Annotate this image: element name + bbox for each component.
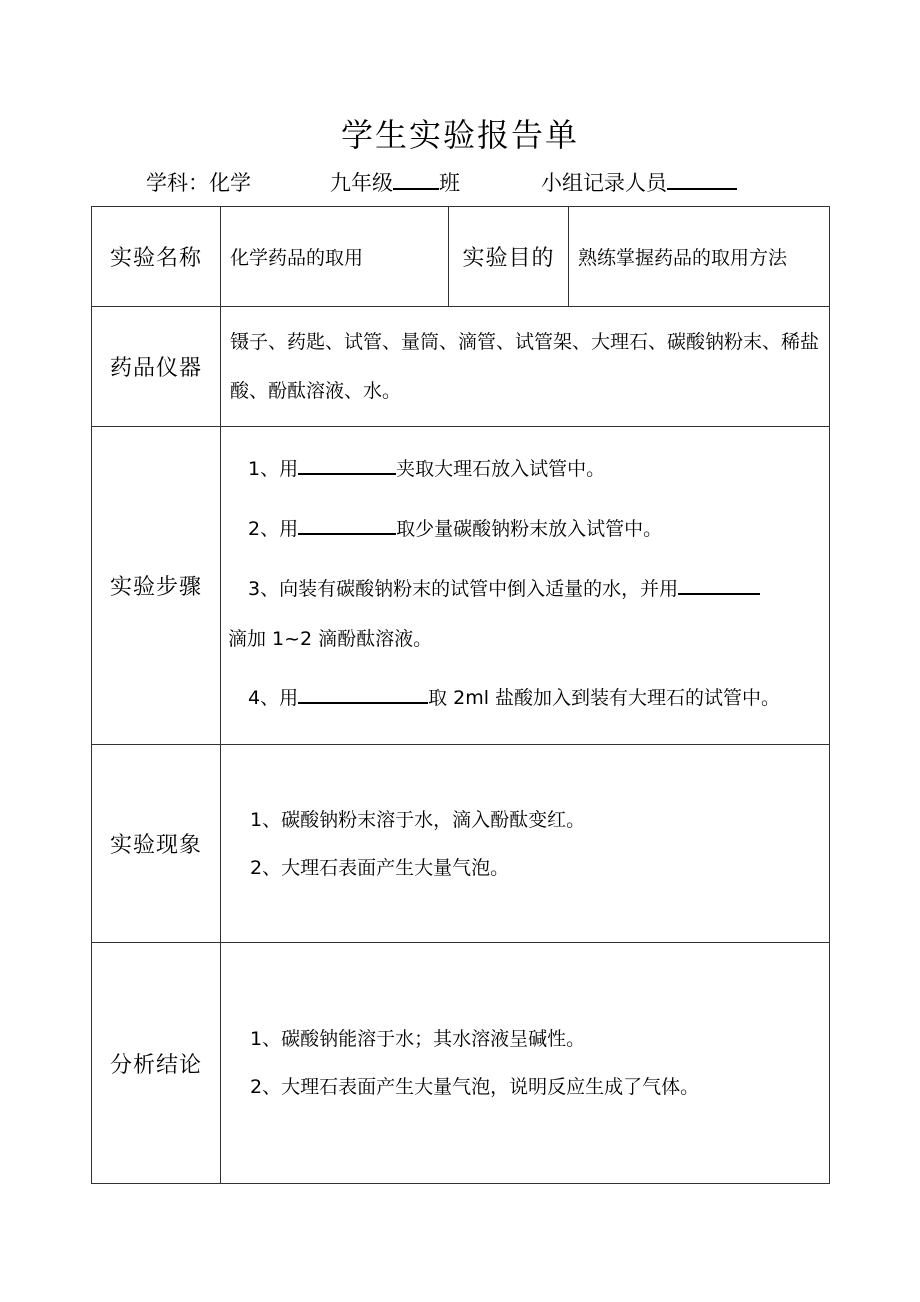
report-table <box>91 206 830 1184</box>
phenomena-label: 实验现象 <box>92 745 221 943</box>
experiment-purpose-value: 熟练掌握药品的取用方法 <box>569 207 830 307</box>
materials-cell <box>221 307 830 427</box>
subject-label: 学科：化学 <box>146 171 251 195</box>
experiment-purpose-label: 实验目的 <box>449 207 569 307</box>
recorder-field <box>541 167 737 197</box>
step-1-prefix: 1、用 <box>248 457 299 480</box>
grade-suffix: 班 <box>439 171 460 195</box>
row-steps <box>92 427 830 745</box>
steps-cell <box>221 427 830 745</box>
step-4-blank[interactable] <box>298 682 428 704</box>
step-1 <box>228 439 825 499</box>
row-experiment-name <box>92 207 830 307</box>
step-3 <box>228 559 825 619</box>
row-materials <box>92 307 830 427</box>
conclusion-1: 1、碳酸钠能溶于水；其水溶液呈碱性。 <box>250 1028 586 1050</box>
phenomenon-1: 1、碳酸钠粉末溶于水，滴入酚酞变红。 <box>250 808 586 831</box>
step-3-continued: 滴加 1~2 滴酚酞溶液。 <box>228 627 433 650</box>
step-2 <box>228 499 825 559</box>
phenomenon-2: 2、大理石表面产生大量气泡。 <box>250 856 510 879</box>
conclusion-cell <box>221 943 830 1184</box>
step-4-suffix: 取 2ml 盐酸加入到装有大理石的试管中。 <box>428 686 781 709</box>
experiment-name-value: 化学药品的取用 <box>221 207 449 307</box>
phenomena-cell <box>221 745 830 943</box>
recorder-label: 小组记录人员 <box>541 171 667 195</box>
class-blank[interactable] <box>393 168 439 190</box>
materials-value: 镊子、药匙、试管、量筒、滴管、试管架、大理石、碳酸钠粉末、稀盐酸、酚酞溶液、水。 <box>230 330 820 402</box>
recorder-blank[interactable] <box>667 168 737 190</box>
grade-prefix: 九年级 <box>330 171 393 195</box>
conclusion-label: 分析结论 <box>92 943 221 1184</box>
step-1-blank[interactable] <box>298 453 396 475</box>
step-4-prefix: 4、用 <box>248 686 299 709</box>
step-1-suffix: 夹取大理石放入试管中。 <box>396 457 606 480</box>
page-title: 学生实验报告单 <box>340 116 579 154</box>
row-conclusion <box>92 943 830 1184</box>
row-phenomena <box>92 745 830 943</box>
step-2-blank[interactable] <box>298 513 396 535</box>
conclusion-2: 2、大理石表面产生大量气泡，说明反应生成了气体。 <box>250 1076 700 1098</box>
step-3-prefix: 3、向装有碳酸钠粉末的试管中倒入适量的水，并用 <box>248 577 679 600</box>
step-3-blank[interactable] <box>678 573 760 595</box>
step-2-prefix: 2、用 <box>248 517 299 540</box>
grade-field <box>330 167 460 197</box>
experiment-name-label: 实验名称 <box>92 207 221 307</box>
step-2-suffix: 取少量碳酸钠粉末放入试管中。 <box>396 517 663 540</box>
materials-label: 药品仪器 <box>92 307 221 427</box>
steps-label: 实验步骤 <box>92 427 221 745</box>
step-4 <box>228 659 825 737</box>
